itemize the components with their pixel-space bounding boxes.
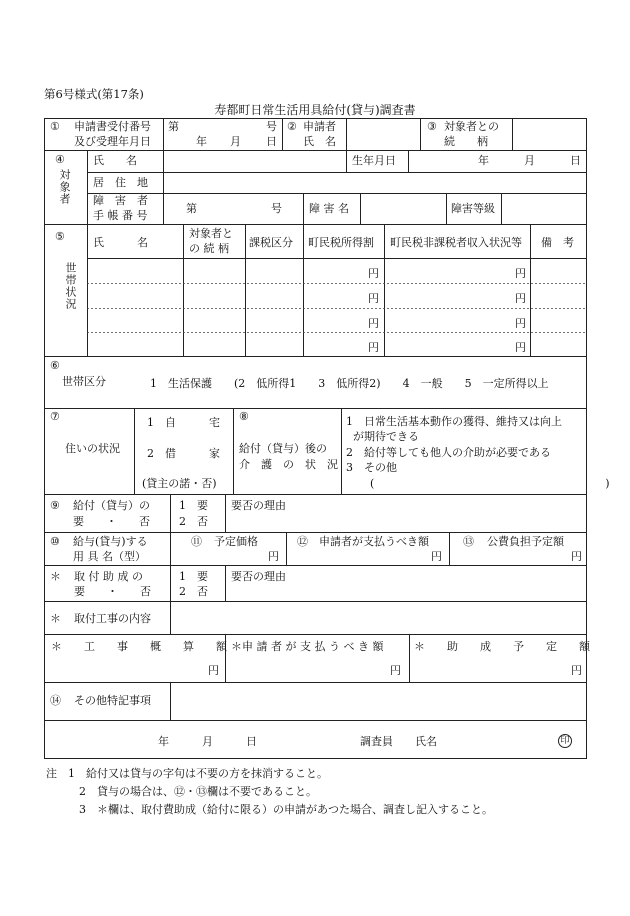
household-vertical-label: 世帯状況: [64, 262, 77, 310]
form-title: 寿都町日常生活用具給付(貸与)調査書: [214, 103, 416, 117]
work-label: 取付工事の内容: [74, 612, 151, 625]
num-11: ⑪: [191, 535, 202, 548]
applicant-pay-yen: 円: [431, 550, 442, 563]
public-burden-label: 公費負担予定額: [487, 535, 564, 548]
supply-need-label-2: 要 ・ 否: [73, 515, 150, 528]
num-5: ⑤: [55, 230, 65, 243]
num-1: ①: [50, 120, 60, 133]
remarks-label: その他特記事項: [74, 694, 151, 707]
num-14: ⑭: [50, 694, 61, 707]
care-opt-3: 3 その他: [346, 461, 397, 474]
hh-yen-2b: 円: [515, 292, 526, 305]
cert-label-2: 手 帳 番 号: [93, 209, 148, 222]
receipt-go: 号: [266, 120, 277, 133]
receipt-dai: 第: [168, 120, 179, 133]
hh-yen-3b: 円: [515, 317, 526, 330]
receipt-label-2: 及び受理年月日: [74, 135, 151, 148]
address-label: 居 住 地: [93, 176, 148, 189]
birth-label: 生年月日: [352, 154, 396, 167]
device-label-2: 用 具 名（型）: [73, 550, 146, 563]
form-number: 第6号様式(第17条): [44, 87, 144, 101]
grant-need-yes: 1 要: [179, 570, 208, 583]
num-6: ⑥: [50, 359, 60, 372]
work-mark: ＊: [50, 612, 61, 625]
supply-need-yes: 1 要: [179, 499, 208, 512]
housing-label: 住いの状況: [65, 442, 120, 455]
col-income: 町民税所得割: [308, 236, 374, 249]
applicant-label: 申請者: [303, 120, 336, 133]
care-opt-1b: が期待できる: [353, 430, 419, 443]
device-label-1: 給与(貸与)する: [73, 535, 148, 548]
disability-label: 障 害 名: [309, 202, 349, 215]
num-7: ⑦: [50, 410, 60, 423]
num-13: ⑬: [463, 535, 474, 548]
cert-label-1: 障 害 者: [93, 194, 148, 207]
num-3: ③: [427, 120, 437, 133]
supply-need-label-1: 給付（貸与）の: [73, 499, 150, 512]
applicant-pay-label: 申請者が支払うべき額: [319, 535, 429, 548]
subject-vertical-label: 対象者: [58, 169, 71, 205]
housing-opt-own: 1 自 宅: [147, 416, 220, 429]
birth-year: 年: [478, 154, 489, 167]
inspector-label: 調査員 氏名: [360, 735, 437, 748]
col-relation-1: 対象者と: [189, 227, 233, 240]
hh-yen-2a: 円: [368, 292, 379, 305]
num-4: ④: [55, 153, 65, 166]
household-category-options: 1 生活保護 (2 低所得1 3 低所得2) 4 一般 5 一定所得以上: [150, 377, 549, 390]
relation-label-2: 続 柄: [444, 135, 488, 148]
birth-day: 日: [570, 154, 581, 167]
receipt-label-1: 申請書受付番号: [74, 120, 151, 133]
cost-estimate-label: ＊ 工 事 概 算 額: [51, 640, 227, 653]
grant-need-label-1: 取 付 助 成 の: [74, 570, 143, 583]
col-tax: 課税区分: [249, 236, 293, 249]
hh-yen-1a: 円: [368, 267, 379, 280]
note-3: 3 ＊欄は、取付費助成（給付に限る）の申請があつた場合、調査し記入すること。: [79, 803, 493, 816]
survey-date: 年 月 日: [158, 735, 257, 748]
supply-reason-label: 要否の理由: [231, 499, 286, 512]
price-yen: 円: [268, 550, 279, 563]
care-label-2: 介 護 の 状 況: [239, 458, 338, 471]
household-category-label: 世帯区分: [62, 375, 106, 388]
housing-opt-landlord: (貸主の諾・否): [142, 477, 217, 490]
note-2: 2 貸与の場合は、⑫・⑬欄は不要であること。: [79, 785, 317, 798]
col-nontax: 町民税非課税者収入状況等: [390, 236, 522, 249]
grant-mark: ＊: [50, 570, 61, 583]
applicant-name-label: 氏 名: [303, 135, 336, 148]
cert-go: 号: [271, 202, 282, 215]
num-10: ⑩: [50, 535, 60, 548]
name-label: 氏 名: [93, 154, 137, 167]
cost-applicant-label: ＊申 請 者 が 支 払 う べ き 額: [231, 640, 384, 653]
col-relation-2: の 続 柄: [189, 242, 229, 255]
col-name: 氏 名: [93, 236, 148, 249]
num-2: ②: [287, 120, 297, 133]
num-8: ⑧: [239, 410, 249, 423]
cost-grant-yen: 円: [571, 664, 582, 677]
hh-yen-1b: 円: [515, 267, 526, 280]
receipt-month: 月: [230, 135, 241, 148]
public-burden-yen: 円: [571, 550, 582, 563]
relation-label-1: 対象者との: [444, 120, 499, 133]
care-opt-3-blank: ( ): [370, 477, 610, 490]
hh-yen-3a: 円: [368, 317, 379, 330]
care-opt-2: 2 給付等しても他人の介助が必要である: [346, 446, 551, 459]
seal-mark: 印: [560, 736, 570, 746]
receipt-year: 年: [196, 135, 207, 148]
hh-yen-4a: 円: [368, 341, 379, 354]
price-label: 予定価格: [214, 535, 258, 548]
grade-label: 障害等級: [451, 202, 495, 215]
birth-month: 月: [524, 154, 535, 167]
housing-opt-rent: 2 借 家: [147, 447, 220, 460]
num-12: ⑫: [297, 535, 308, 548]
care-label-1: 給付（貸与）後の: [239, 442, 327, 455]
grant-need-no: 2 否: [179, 585, 208, 598]
note-1: 注 1 給付又は貸与の字句は不要の方を抹消すること。: [46, 767, 328, 780]
col-note: 備 考: [541, 236, 574, 249]
cost-grant-label: ＊ 助 成 予 定 額: [414, 640, 590, 653]
supply-need-no: 2 否: [179, 515, 208, 528]
hh-yen-4b: 円: [515, 341, 526, 354]
cost-applicant-yen: 円: [390, 664, 401, 677]
grant-need-label-2: 要 ・ 否: [74, 585, 151, 598]
cost-estimate-yen: 円: [208, 664, 219, 677]
grant-reason-label: 要否の理由: [231, 570, 286, 583]
cert-dai: 第: [186, 202, 197, 215]
receipt-day: 日: [266, 135, 277, 148]
care-opt-1a: 1 日常生活基本動作の獲得、維持又は向上: [346, 415, 562, 428]
num-9: ⑨: [50, 499, 60, 512]
